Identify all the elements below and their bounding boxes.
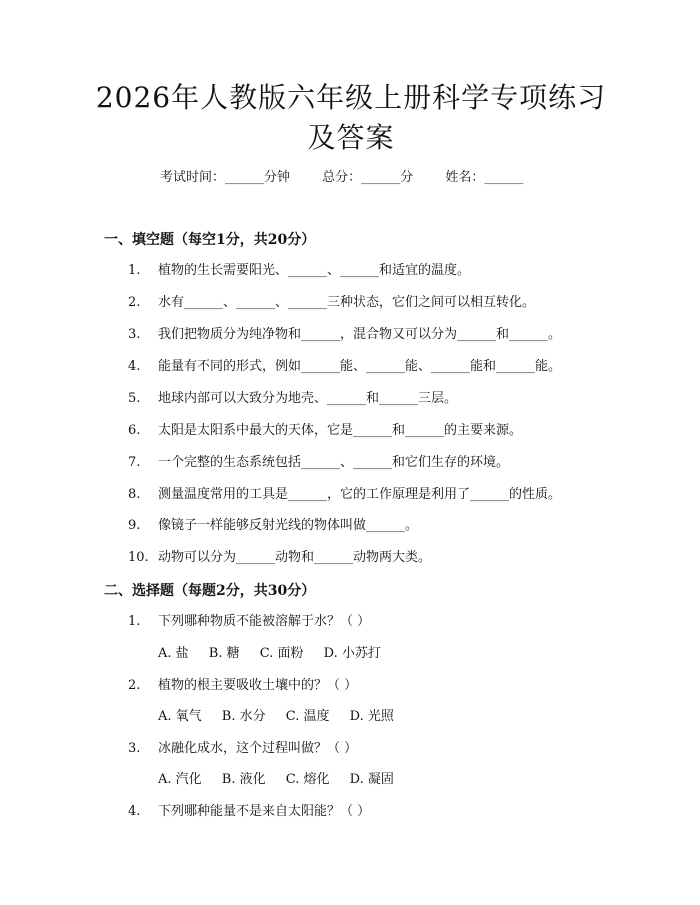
fill-question xyxy=(128,485,561,505)
fill-question xyxy=(128,389,457,409)
page-title: 2026年人教版六年级上册科学专项练习及答案 xyxy=(95,81,607,154)
question-number: 4. xyxy=(128,804,141,819)
student-name-field: 姓名：______ xyxy=(445,170,524,185)
question-number: 3. xyxy=(128,741,141,756)
question-text: 植物的根主要吸收土壤中的？（ ） xyxy=(158,678,358,693)
choice-question xyxy=(128,802,370,822)
fill-question xyxy=(128,261,470,281)
option-b: B. 水分 xyxy=(221,709,266,724)
option-a: A. 氧气 xyxy=(158,709,202,724)
option-b: B. 糖 xyxy=(208,646,240,661)
question-number: 1. xyxy=(128,614,141,629)
question-number: 1. xyxy=(128,263,141,278)
fill-question xyxy=(128,548,431,568)
choice-question xyxy=(128,612,370,632)
question-text: 冰融化成水，这个过程叫做？（ ） xyxy=(158,741,358,756)
choice-options xyxy=(158,770,410,790)
choice-question xyxy=(128,739,357,759)
question-text: 我们把物质分为纯净物和______，混合物又可以分为______和______。 xyxy=(158,327,562,342)
option-d: D. 光照 xyxy=(349,709,394,724)
question-text: 植物的生长需要阳光、______、______和适宜的温度。 xyxy=(158,263,471,278)
question-number: 3. xyxy=(128,327,141,342)
question-text: 下列哪种能量不是来自太阳能？（ ） xyxy=(158,804,371,819)
choice-question xyxy=(128,676,357,696)
option-c: C. 熔化 xyxy=(285,772,330,787)
question-text: 动物可以分为______动物和______动物两大类。 xyxy=(158,550,432,565)
fill-question xyxy=(128,453,509,473)
question-text: 太阳是太阳系中最大的天体，它是______和______的主要来源。 xyxy=(158,423,523,438)
option-a: A. 汽化 xyxy=(158,772,202,787)
fill-question xyxy=(128,516,418,536)
question-text: 一个完整的生态系统包括______、______和它们生存的环境。 xyxy=(158,455,510,470)
option-c: C. 温度 xyxy=(285,709,330,724)
section-heading-fill: 一、填空题（每空1分，共20分） xyxy=(104,232,316,248)
question-text: 地球内部可以大致分为地壳、______和______三层。 xyxy=(158,391,458,406)
question-number: 2. xyxy=(128,678,141,693)
option-c: C. 面粉 xyxy=(259,646,304,661)
fill-question xyxy=(128,293,535,313)
question-number: 4. xyxy=(128,359,141,374)
section-heading-choice: 二、选择题（每题2分，共30分） xyxy=(104,583,316,599)
question-text: 能量有不同的形式，例如______能、______能、______能和______能。 xyxy=(158,359,562,374)
question-number: 8. xyxy=(128,487,141,502)
option-d: D. 小苏打 xyxy=(323,646,381,661)
choice-options xyxy=(158,707,410,727)
question-number: 5. xyxy=(128,391,141,406)
fill-question xyxy=(128,325,561,345)
question-text: 测量温度常用的工具是______，它的工作原理是利用了______的性质。 xyxy=(158,487,562,502)
question-text: 像镜子一样能够反射光线的物体叫做______。 xyxy=(158,518,419,533)
exam-time-field: 考试时间：______分钟 xyxy=(160,170,291,185)
question-number: 7. xyxy=(128,455,141,470)
fill-question xyxy=(128,421,522,441)
option-a: A. 盐 xyxy=(158,646,189,661)
question-number: 2. xyxy=(128,295,141,310)
question-text: 水有______、______、______三种状态，它们之间可以相互转化。 xyxy=(158,295,536,310)
choice-options xyxy=(158,644,397,664)
question-number: 10. xyxy=(128,550,149,565)
option-d: D. 凝固 xyxy=(349,772,394,787)
exam-info-line xyxy=(160,168,560,188)
question-text: 下列哪种物质不能被溶解于水？（ ） xyxy=(158,614,371,629)
total-score-field: 总分：______分 xyxy=(322,170,414,185)
option-b: B. 液化 xyxy=(221,772,266,787)
question-number: 9. xyxy=(128,518,141,533)
question-number: 6. xyxy=(128,423,141,438)
fill-question xyxy=(128,357,561,377)
